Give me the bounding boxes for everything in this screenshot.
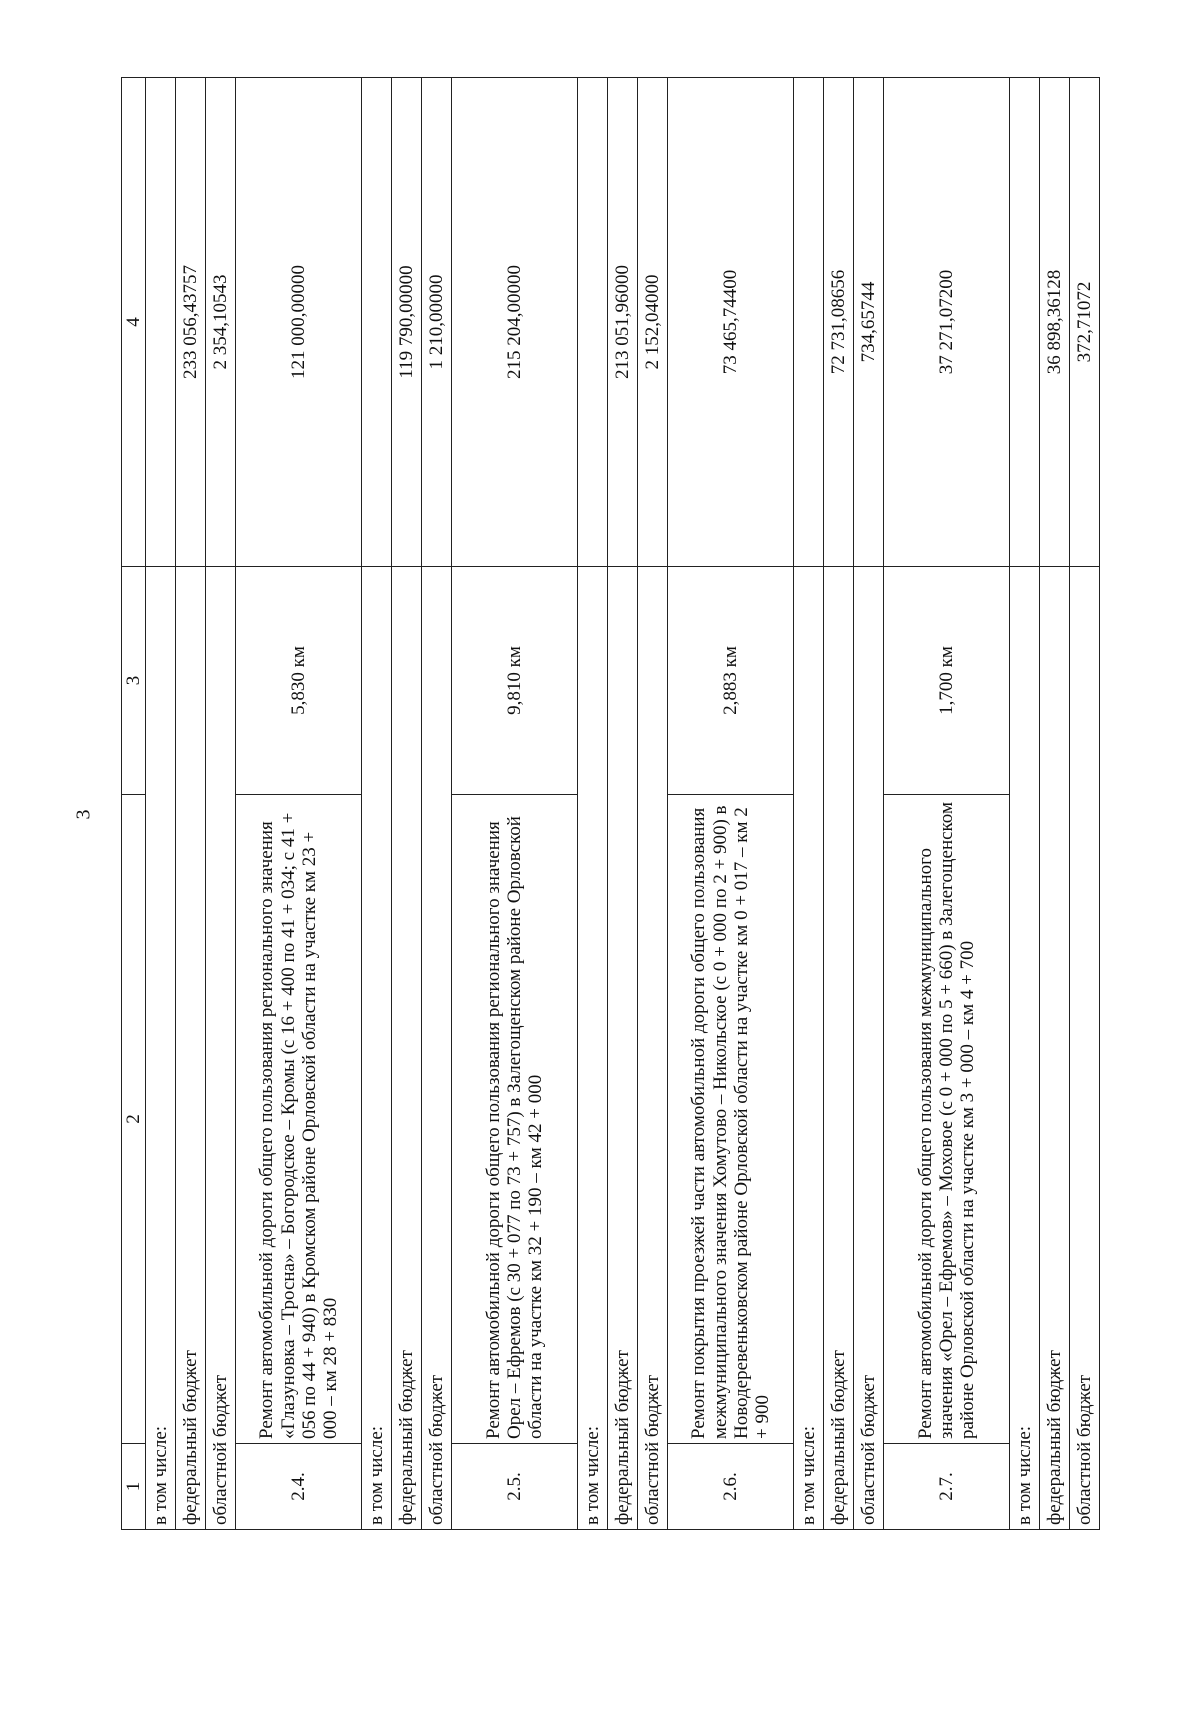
subtotal-value: 36 898,36128 xyxy=(1040,78,1070,567)
subtotal-row xyxy=(1070,78,1100,1530)
item-amount: 37 271,07200 xyxy=(884,78,1010,567)
subtotal-value: 119 790,00000 xyxy=(392,78,422,567)
item-description: Ремонт автомобильной дороги общего пользования регионального значения Орел – Ефремов (с 30 + 077 по 73 + 757) в Залегощенском районе Орловской области на участке км 32 + 190 – км 42 + 000 xyxy=(452,795,578,1444)
subtotal-row xyxy=(854,78,884,1530)
subtotal-value: 2 152,04000 xyxy=(638,78,668,567)
item-amount: 121 000,00000 xyxy=(236,78,362,567)
table-row xyxy=(236,78,362,1530)
subtotal-value: 72 731,08656 xyxy=(824,78,854,567)
item-length: 5,830 км xyxy=(236,567,362,795)
rotated-table-container xyxy=(121,78,1096,1530)
subtotal-label: федеральный бюджет xyxy=(824,567,854,1530)
subtotal-value: 372,71072 xyxy=(1070,78,1100,567)
header-row xyxy=(122,78,146,1530)
item-length: 9,810 км xyxy=(452,567,578,795)
subtotal-value: 233 056,43757 xyxy=(176,78,206,567)
subtotal-row xyxy=(578,78,608,1530)
item-amount: 215 204,00000 xyxy=(452,78,578,567)
item-description: Ремонт покрытия проезжей части автомобильной дороги общего пользования межмуниципального значения Хомутово – Никольское (с 0 + 000 по 2 + 900) в Новодеревеньковском районе Орловской области на участке км 0 + 017 – км 2 + 900 xyxy=(668,795,794,1444)
subtotal-label: областной бюджет xyxy=(206,567,236,1530)
header-cell-3: 3 xyxy=(122,567,146,795)
subtotal-value: 2 354,10543 xyxy=(206,78,236,567)
item-description: Ремонт автомобильной дороги общего пользования регионального значения «Глазуновка – Тросна» – Богородское – Кромы (с 16 + 400 по 41 + 034; с 41 + 056 по 44 + 940) в Кромском районе Орловской области на участке км 23 + 000 – км 28 + 830 xyxy=(236,795,362,1444)
subtotal-label: в том числе: xyxy=(794,567,824,1530)
item-number: 2.6. xyxy=(668,1444,794,1530)
subtotal-row xyxy=(638,78,668,1530)
subtotal-row xyxy=(392,78,422,1530)
item-length: 2,883 км xyxy=(668,567,794,795)
subtotal-row xyxy=(608,78,638,1530)
table-row xyxy=(668,78,794,1530)
subtotal-row xyxy=(1010,78,1040,1530)
subtotal-value: 1 210,00000 xyxy=(422,78,452,567)
subtotal-row xyxy=(824,78,854,1530)
subtotal-label: областной бюджет xyxy=(854,567,884,1530)
subtotal-value xyxy=(578,78,608,567)
subtotal-label: областной бюджет xyxy=(422,567,452,1530)
item-number: 2.4. xyxy=(236,1444,362,1530)
header-cell-2: 2 xyxy=(122,795,146,1444)
budget-table xyxy=(121,77,1100,1530)
subtotal-label: в том числе: xyxy=(1010,567,1040,1530)
subtotal-row xyxy=(422,78,452,1530)
subtotal-row xyxy=(1040,78,1070,1530)
subtotal-label: областной бюджет xyxy=(1070,567,1100,1530)
subtotal-value xyxy=(794,78,824,567)
subtotal-row xyxy=(362,78,392,1530)
table-body xyxy=(122,78,1100,1530)
table-row xyxy=(452,78,578,1530)
subtotal-label: федеральный бюджет xyxy=(608,567,638,1530)
subtotal-label: федеральный бюджет xyxy=(392,567,422,1530)
item-number: 2.5. xyxy=(452,1444,578,1530)
header-cell-1: 1 xyxy=(122,1444,146,1530)
subtotal-row xyxy=(206,78,236,1530)
subtotal-label: федеральный бюджет xyxy=(176,567,206,1530)
subtotal-value xyxy=(362,78,392,567)
table-row xyxy=(884,78,1010,1530)
item-length: 1,700 км xyxy=(884,567,1010,795)
subtotal-value: 213 051,96000 xyxy=(608,78,638,567)
subtotal-value: 734,65744 xyxy=(854,78,884,567)
subtotal-label: в том числе: xyxy=(578,567,608,1530)
subtotal-row xyxy=(794,78,824,1530)
subtotal-value xyxy=(1010,78,1040,567)
subtotal-label: в том числе: xyxy=(146,567,176,1530)
item-number: 2.7. xyxy=(884,1444,1010,1530)
page-number: 3 xyxy=(72,809,95,820)
subtotal-label: в том числе: xyxy=(362,567,392,1530)
subtotal-row xyxy=(176,78,206,1530)
header-cell-4: 4 xyxy=(122,78,146,567)
subtotal-row xyxy=(146,78,176,1530)
subtotal-value xyxy=(146,78,176,567)
subtotal-label: федеральный бюджет xyxy=(1040,567,1070,1530)
item-description: Ремонт автомобильной дороги общего пользования межмуниципального значения «Орел – Ефремов» – Моховое (с 0 + 000 по 5 + 660) в Залегощенском районе Орловской области на участке км 3 + 000 – км 4 + 700 xyxy=(884,795,1010,1444)
subtotal-label: областной бюджет xyxy=(638,567,668,1530)
item-amount: 73 465,74400 xyxy=(668,78,794,567)
